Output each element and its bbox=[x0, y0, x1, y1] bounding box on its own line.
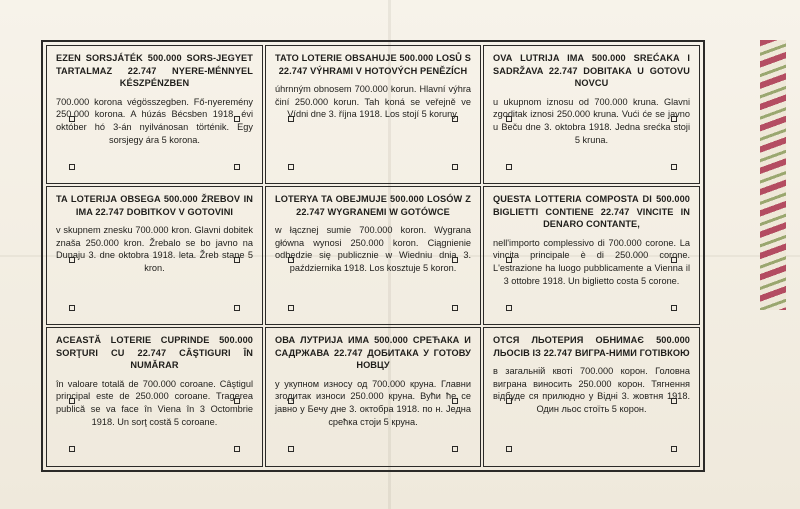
square-mark bbox=[671, 305, 677, 311]
cell-heading: LOTERYA TA OBEJMUJE 500.000 LOSÓW Z 22.747 WYGRANEMI W GOTÓWCE bbox=[275, 194, 471, 217]
cell-polish bbox=[265, 186, 481, 325]
cell-body: у укупном износу од 700.000 круна. Главни згодитак износи 250.000 круна. Вући ће се јавно у Бечу дне 3. октобра 1918. по н. Једна срећка стоји 5 круна. bbox=[275, 378, 471, 427]
cell-heading: TATO LOTERIE OBSAHUJE 500.000 LOSŮ S 22.747 VÝHRAMI V HOTOVÝCH PENĚZÍCH bbox=[275, 53, 471, 76]
cell-body: în valoare totală de 700.000 coroane. Câştigul principal este de 250.000 coroane. Tragerea publică se va face în Viena în 3 Octombrie 1918. Un sorţ costă 5 coroane. bbox=[56, 378, 253, 427]
square-mark bbox=[234, 257, 240, 263]
square-mark bbox=[69, 257, 75, 263]
square-mark bbox=[288, 164, 294, 170]
square-mark bbox=[69, 164, 75, 170]
square-mark bbox=[288, 257, 294, 263]
cell-heading: OVA LUTRIJA IMA 500.000 SREĆAKA I SADRŽAVA 22.747 DOBITAKA U GOTOVU NOVCU bbox=[493, 53, 690, 89]
language-grid bbox=[45, 44, 701, 468]
square-mark bbox=[234, 164, 240, 170]
square-mark bbox=[506, 305, 512, 311]
cell-body: úhrnným obnosem 700.000 korun. Hlavní výhra činí 250.000 korun. Tah koná se veřejně ve Vídni dne 3. října 1918. Los stojí 5 koruny. bbox=[275, 84, 471, 120]
square-mark bbox=[69, 116, 75, 122]
square-mark bbox=[506, 398, 512, 404]
square-mark bbox=[288, 398, 294, 404]
square-mark bbox=[671, 398, 677, 404]
cell-heading: ОТСЯ ЛЬОТЕРИЯ ОБНИМАЄ 500.000 ЛЬОСІВ ІЗ 22.747 ВИГРА-НИМИ ГОТІВКОЮ bbox=[493, 335, 690, 358]
cell-heading: ACEASTĂ LOTERIE CUPRINDE 500.000 SORŢURI CU 22.747 CÂŞTIGURI ÎN NUMĂRAR bbox=[56, 335, 253, 371]
square-mark bbox=[506, 116, 512, 122]
cell-serbian bbox=[265, 327, 481, 467]
cell-body: 700.000 korona végösszegben. Fő-nyeremény 250.000 korona. A húzás Bécsben 1918. évi október hó 3-án nyilvánosan történik. Egy sorsjegy ára 5 korona. bbox=[56, 96, 253, 145]
square-mark bbox=[671, 164, 677, 170]
square-mark bbox=[288, 446, 294, 452]
square-mark bbox=[452, 257, 458, 263]
cell-body: nell'importo complessivo di 700.000 corone. La vincita principale è di 250.000 corone. L'estrazione ha luogo pubblicamente a Vienna il 3 ottobre 1918. Un biglietto costa 5 corone. bbox=[493, 237, 690, 286]
cell-ukrainian bbox=[483, 327, 700, 467]
cell-body: u ukupnom iznosu od 700.000 kruna. Glavni zgoditak iznosi 250.000 kruna. Vući će se javno u Beču dne 3. oktobra 1918. Jedna srećka stoji 5 kruna. bbox=[493, 96, 690, 145]
square-mark bbox=[69, 446, 75, 452]
cell-heading: ОВА ЛУТРИЈА ИМА 500.000 СРЕЋАКА И САДРЖАВА 22.747 ДОБИТАКА У ГОТОВУ НОВЦУ bbox=[275, 335, 471, 371]
cell-heading: EZEN SORSJÁTÉK 500.000 SORS-JEGYET TARTALMAZ 22.747 NYERE-MÉNNYEL KÉSZPÉNZBEN bbox=[56, 53, 253, 89]
square-mark bbox=[452, 116, 458, 122]
square-mark bbox=[234, 305, 240, 311]
square-mark bbox=[69, 398, 75, 404]
square-mark bbox=[506, 164, 512, 170]
cell-slovenian bbox=[46, 186, 263, 325]
cell-czech bbox=[265, 45, 481, 184]
square-mark bbox=[452, 398, 458, 404]
cell-body: в загальній квоті 700.000 корон. Головна виграна виносить 250.000 корон. Тягнення відбуде ся прилюдно у Відні 3. жовтня 1918. Один льос стоїть 5 корон. bbox=[493, 366, 690, 414]
square-mark bbox=[671, 116, 677, 122]
square-mark bbox=[506, 257, 512, 263]
square-mark bbox=[234, 116, 240, 122]
square-mark bbox=[452, 446, 458, 452]
square-mark bbox=[69, 305, 75, 311]
cell-heading: QUESTA LOTTERIA COMPOSTA DI 500.000 BIGLIETTI CONTIENE 22.747 VINCITE IN DENARO CONTANTE, bbox=[493, 194, 690, 230]
cell-croatian bbox=[483, 45, 700, 184]
cell-body: w łącznej sumie 700.000 koron. Wygrana główna wynosi 250.000 koron. Ciągnienie odbędzie się publicznie w Wiedniu dnia 3. października 1918. Los kosztuje 5 koron. bbox=[275, 225, 471, 273]
square-mark bbox=[452, 305, 458, 311]
square-mark bbox=[452, 164, 458, 170]
square-mark bbox=[506, 446, 512, 452]
square-mark bbox=[234, 398, 240, 404]
cell-italian bbox=[483, 186, 700, 325]
square-mark bbox=[234, 446, 240, 452]
cell-romanian bbox=[46, 327, 263, 467]
cell-body: v skupnem znesku 700.000 kron. Glavni dobitek znaša 250.000 kron. Žrebalo se bo javno na Dunaju 3. dne oktobra 1918. leta. Žreb stane 5 kron. bbox=[56, 225, 253, 273]
cell-hungarian bbox=[46, 45, 263, 184]
square-mark bbox=[671, 446, 677, 452]
cell-heading: TA LOTERIJA OBSEGA 500.000 ŽREBOV IN IMA 22.747 DOBITKOV V GOTOVINI bbox=[56, 194, 253, 217]
square-mark bbox=[671, 257, 677, 263]
decorative-edge-stripe bbox=[760, 40, 786, 310]
square-mark bbox=[288, 305, 294, 311]
square-mark bbox=[288, 116, 294, 122]
